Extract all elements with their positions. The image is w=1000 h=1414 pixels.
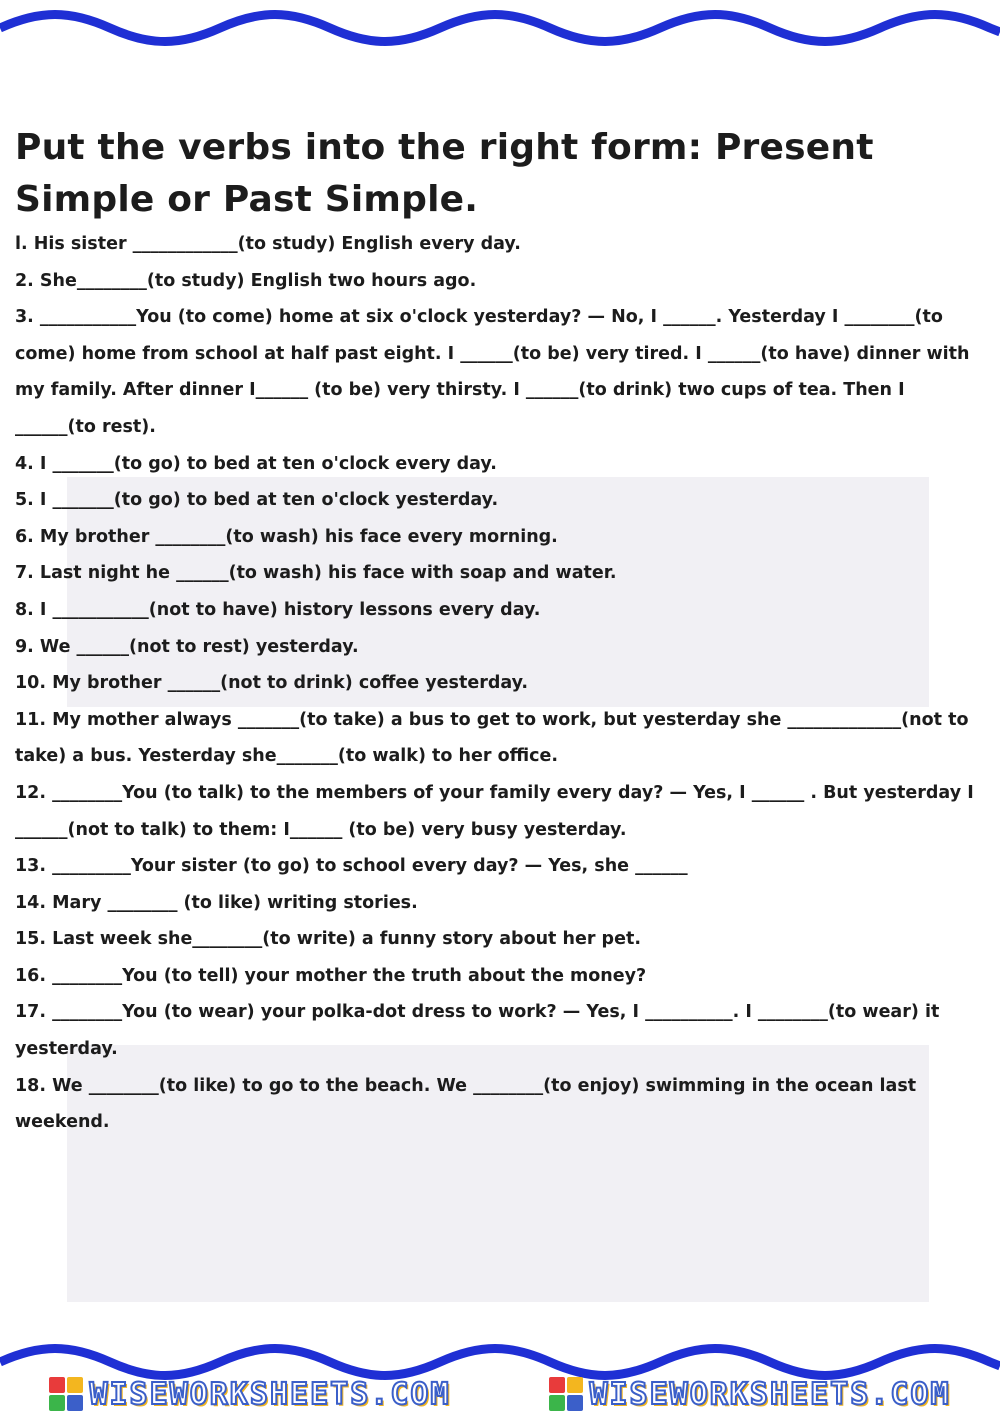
exercise-item: 2. She________(to study) English two hours ago. <box>15 270 477 291</box>
exercise-item: 5. I _______(to go) to bed at ten o'clock yesterday. <box>15 490 499 511</box>
exercise-item: 12. ________You (to talk) to the members of your family every day? — Yes, I ______ . But yesterday I ______(not to talk) to them: I______ (to be) very busy yesterday. <box>15 782 974 840</box>
worksheet-title: Put the verbs into the right form: Present Simple or Past Simple. <box>15 127 874 220</box>
exercise-item: 8. I ___________(not to have) history lessons every day. <box>15 599 541 620</box>
brand-logo-icon <box>549 1377 583 1411</box>
exercise-item: 4. I _______(to go) to bed at ten o'clock every day. <box>15 453 497 474</box>
exercise-item: 16. ________You (to tell) your mother the truth about the money? <box>15 965 647 986</box>
exercise-item: 3. ___________You (to come) home at six o'clock yesterday? — No, I ______. Yesterday I ________(to come) home from school at half past eight. I ______(to be) very tired. I ______(to have) dinner with my family. After dinner I______ (to be) very thirsty. I ______(to drink) two cups of tea. Then I ______(to rest). <box>15 307 970 437</box>
footer-watermark <box>0 1374 1000 1414</box>
exercise-list <box>15 226 990 1141</box>
top-wave-border <box>0 0 1000 70</box>
exercise-item: 13. _________Your sister (to go) to school every day? — Yes, she ______ <box>15 856 688 877</box>
brand-text: WISEWORKSHEETS.COM <box>89 1376 451 1412</box>
exercise-item: 6. My brother ________(to wash) his face every morning. <box>15 526 558 547</box>
brand-watermark <box>549 1377 950 1412</box>
exercise-item: 15. Last week she________(to write) a funny story about her pet. <box>15 929 641 950</box>
exercise-item: 9. We ______(not to rest) yesterday. <box>15 636 359 657</box>
brand-watermark <box>49 1377 450 1412</box>
exercise-item: l. His sister ____________(to study) English every day. <box>15 234 521 254</box>
exercise-item: 17. ________You (to wear) your polka-dot dress to work? — Yes, I __________. I ________(to wear) it yesterday. <box>15 1002 940 1060</box>
exercise-item: 11. My mother always _______(to take) a bus to get to work, but yesterday she _____________(not to take) a bus. Yesterday she_______(to walk) to her office. <box>15 709 969 767</box>
exercise-item: 14. Mary ________ (to like) writing stories. <box>15 892 418 913</box>
exercise-item: 18. We ________(to like) to go to the beach. We ________(to enjoy) swimming in the ocean last weekend. <box>15 1075 917 1133</box>
brand-logo-icon <box>49 1377 83 1411</box>
exercise-item: 10. My brother ______(not to drink) coffee yesterday. <box>15 673 529 694</box>
exercise-item: 7. Last night he ______(to wash) his face with soap and water. <box>15 563 617 584</box>
brand-text: WISEWORKSHEETS.COM <box>589 1376 951 1412</box>
